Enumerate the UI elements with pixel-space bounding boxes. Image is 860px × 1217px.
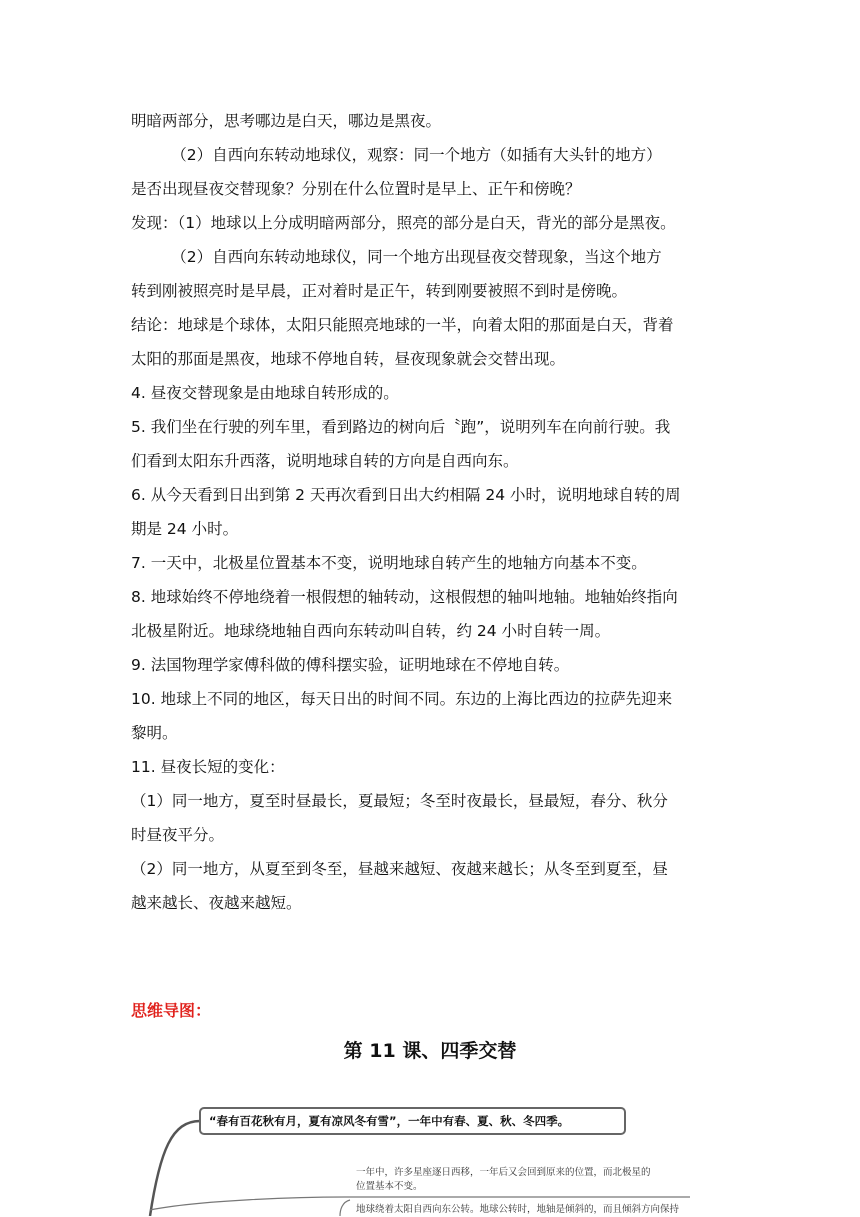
paragraph-line: 期是 24 小时。 <box>131 520 239 538</box>
mindmap-note-bracket <box>340 1200 350 1216</box>
mindmap-note-line: 地球绕着太阳自西向东公转。地球公转时，地轴是倾斜的，而且倾斜方向保持 <box>356 1204 680 1215</box>
paragraph-line: （2）同一地方，从夏至到冬至，昼越来越短、夜越来越长；从冬至到夏至，昼 <box>131 860 668 878</box>
paragraph-line: 10. 地球上不同的地区，每天日出的时间不同。东边的上海比西边的拉萨先迎来 <box>131 690 673 708</box>
paragraph-line: 时昼夜平分。 <box>131 826 225 844</box>
mindmap-heading: 思维导图： <box>131 1001 212 1020</box>
mindmap-note-line: 一年中，许多星座逐日西移，一年后又会回到原来的位置，而北极星的 <box>356 1167 651 1178</box>
paragraph-line: 们看到太阳东升西落，说明地球自转的方向是自西向东。 <box>131 452 519 470</box>
paragraph-line: 越来越长、夜越来越短。 <box>131 894 302 912</box>
paragraph-line: 是否出现昼夜交替现象？分别在什么位置时是早上、正午和傍晚？ <box>131 180 581 198</box>
paragraph-line: 5. 我们坐在行驶的列车里，看到路边的树向后〝跑”，说明列车在向前行驶。我 <box>131 418 671 436</box>
paragraph-line: 4. 昼夜交替现象是由地球自转形成的。 <box>131 384 399 402</box>
paragraph-line: （2）自西向东转动地球仪，观察：同一个地方（如插有大头针的地方） <box>171 146 662 164</box>
paragraph-line: 太阳的那面是黑夜，地球不停地自转，昼夜现象就会交替出现。 <box>131 350 566 368</box>
paragraph-line: 发现：（1）地球以上分成明暗两部分，照亮的部分是白天，背光的部分是黑夜。 <box>131 214 676 232</box>
paragraph-line: 北极星附近。地球绕地轴自西向东转动叫自转，约 24 小时自转一周。 <box>131 622 611 640</box>
paragraph-line: 转到刚被照亮时是早晨，正对着时是正午，转到刚要被照不到时是傍晚。 <box>131 282 628 300</box>
paragraph-line: 明暗两部分，思考哪边是白天，哪边是黑夜。 <box>131 112 442 130</box>
paragraph-line: 结论：地球是个球体，太阳只能照亮地球的一半，向着太阳的那面是白天，背着 <box>131 316 674 334</box>
paragraph-line: 9. 法国物理学家傅科做的傅科摆实验，证明地球在不停地自转。 <box>131 656 570 674</box>
paragraph-line: （2）自西向东转动地球仪，同一个地方出现昼夜交替现象，当这个地方 <box>171 248 662 266</box>
mindmap-root-node: “春有百花秋有月，夏有凉风冬有雪”，一年中有春、夏、秋、冬四季。 <box>199 1107 626 1135</box>
paragraph-line: 7. 一天中，北极星位置基本不变，说明地球自转产生的地轴方向基本不变。 <box>131 554 647 572</box>
mindmap-note-line: 位置基本不变。 <box>356 1181 423 1192</box>
lesson-title: 第 11 课、四季交替 <box>343 1040 517 1062</box>
mindmap-branch-root <box>150 1121 200 1216</box>
paragraph-line: 6. 从今天看到日出到第 2 天再次看到日出大约相隔 24 小时，说明地球自转的周 <box>131 486 681 504</box>
paragraph-line: 8. 地球始终不停地绕着一根假想的轴转动，这根假想的轴叫地轴。地轴始终指向 <box>131 588 678 606</box>
paragraph-line: 11. 昼夜长短的变化： <box>131 758 285 776</box>
paragraph-line: （1）同一地方，夏至时昼最长，夏最短；冬至时夜最长，昼最短，春分、秋分 <box>131 792 668 810</box>
paragraph-line: 黎明。 <box>131 724 178 742</box>
